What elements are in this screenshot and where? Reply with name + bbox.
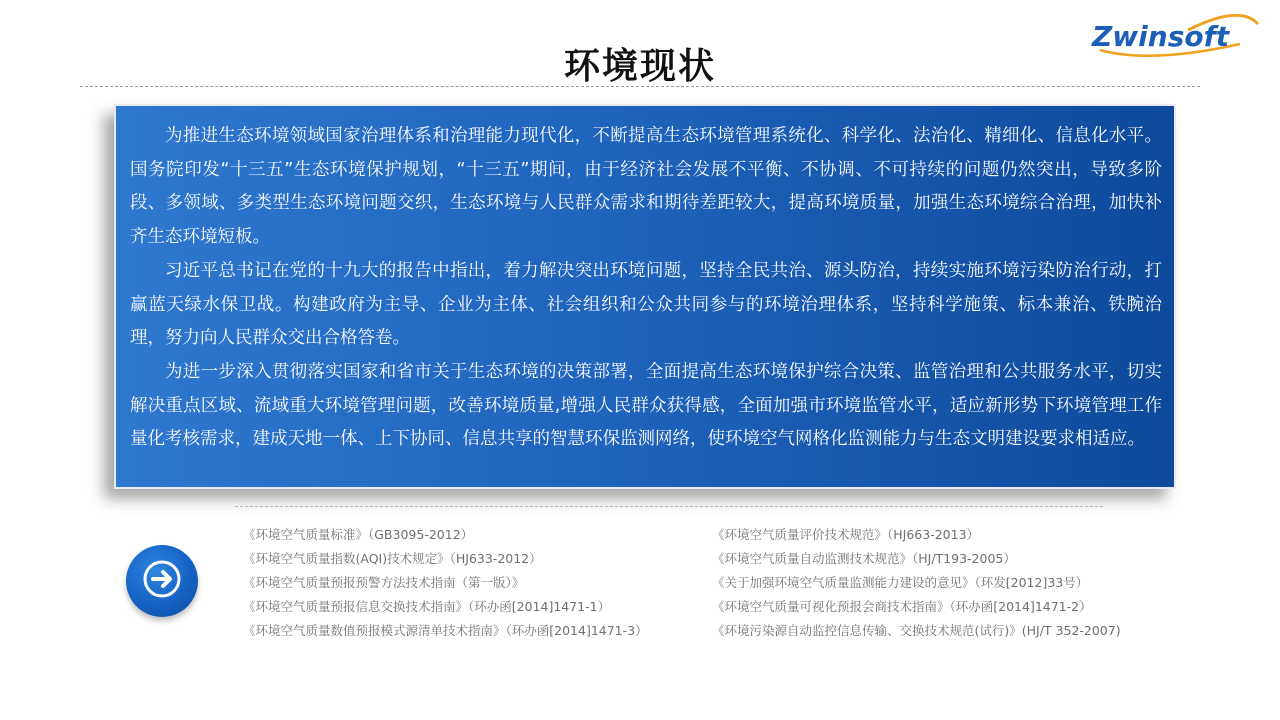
reference-item: 《环境空气质量数值预报模式源清单技术指南》（环办函[2014]1471-3） — [243, 623, 648, 638]
reference-item: 《环境空气质量指数(AQI)技术规定》（HJ633-2012） — [243, 551, 542, 566]
reference-item: 《环境空气质量预报信息交换技术指南》（环办函[2014]1471-1） — [243, 599, 611, 614]
reference-item: 《环境空气质量预报预警方法技术指南（第一版）》 — [243, 575, 525, 590]
references-right-column — [712, 523, 1121, 643]
reference-item: 《环境空气质量自动监测技术规范》（HJ/T193-2005） — [712, 551, 1016, 566]
reference-item: 《环境空气质量标准》（GB3095-2012） — [243, 527, 474, 542]
zwinsoft-logo — [1090, 10, 1265, 62]
reference-item: 《环境空气质量评价技术规范》（HJ663-2013） — [712, 527, 980, 542]
page-title: 环境现状 — [563, 46, 716, 87]
intro-paragraph-3: 为进一步深入贯彻落实国家和省市关于生态环境的决策部署，全面提高生态环境保护综合决策、监管治理和公共服务水平，切实解决重点区域、流域重大环境管理问题，改善环境质量,增强人民群众获得感，全面加强市环境监管水平，适应新形势下环境管理工作量化考核需求，建成天地一体、上下协同、信息共享的智慧环保监测网络，使环境空气网格化监测能力与生态文明建设要求相适应。 — [130, 361, 1162, 450]
reference-item: 《环境空气质量可视化预报会商技术指南》（环办函[2014]1471-2） — [712, 599, 1092, 614]
intro-text-box — [114, 104, 1176, 489]
intro-paragraph-2: 习近平总书记在党的十九大的报告中指出，着力解决突出环境问题，坚持全民共治、源头防治，持续实施环境污染防治行动，打赢蓝天绿水保卫战。构建政府为主导、企业为主体、社会组织和公众共同参与的环境治理体系，坚持科学施策、标本兼治、铁腕治理，努力向人民群众交出合格答卷。 — [130, 260, 1162, 349]
references-left-column — [243, 523, 648, 643]
svg-text:Zwinsoft: Zwinsoft — [1092, 20, 1230, 53]
arrow-right-circle-icon — [126, 545, 198, 617]
next-button[interactable] — [126, 545, 198, 617]
references-divider — [235, 506, 1103, 507]
reference-item: 《环境污染源自动监控信息传输、交换技术规范(试行)》(HJ/T 352-2007) — [712, 623, 1121, 638]
reference-item: 《关于加强环境空气质量监测能力建设的意见》（环发[2012]33号） — [712, 575, 1089, 590]
title-divider — [80, 86, 1200, 87]
intro-paragraph-1: 为推进生态环境领域国家治理体系和治理能力现代化，不断提高生态环境管理系统化、科学化、法治化、精细化、信息化水平。国务院印发“十三五”生态环境保护规划，“十三五”期间，由于经济社会发展不平衡、不协调、不可持续的问题仍然突出，导致多阶段、多领域、多类型生态环境问题交织，生态环境与人民群众需求和期待差距较大，提高环境质量，加强生态环境综合治理，加快补齐生态环境短板。 — [130, 126, 1162, 248]
